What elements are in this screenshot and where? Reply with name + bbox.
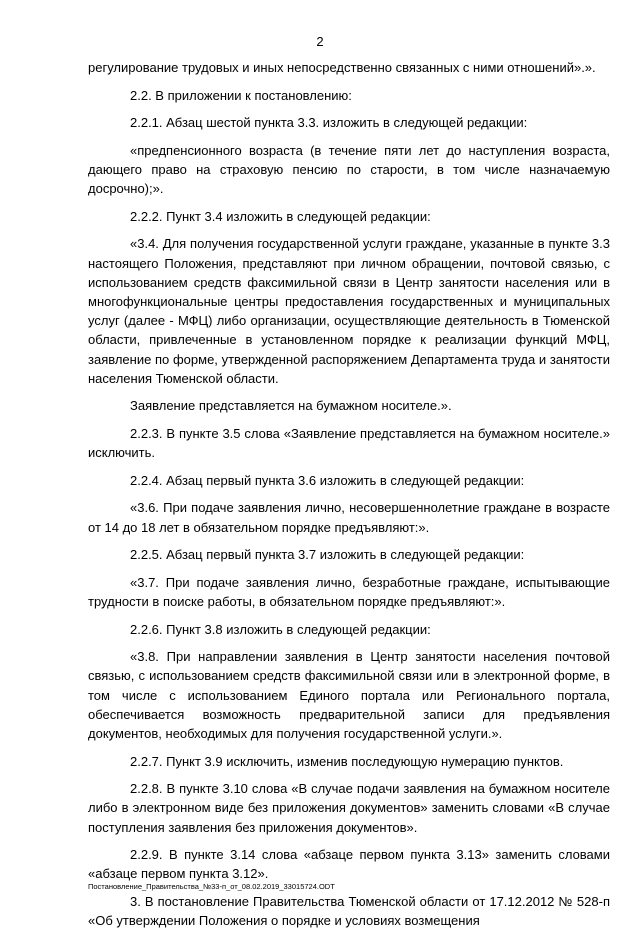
paragraph: 2.2.9. В пункте 3.14 слова «абзаце первом пункта 3.13» заменить словами «абзаце первом пункта 3.12». (88, 847, 610, 882)
paragraph: «3.7. При подаче заявления лично, безработные граждане, испытывающие трудности в поиске работы, в обязательном порядке предъявляют:». (88, 574, 610, 609)
paragraph: «3.6. При подаче заявления лично, несовершеннолетние граждане в возрасте от 14 до 18 лет в обязательном порядке предъявляют:». (88, 500, 610, 535)
paragraph: «предпенсионного возраста (в течение пяти лет до наступления возраста, дающего право на страховую пенсию по старости, в том числе назначаемую досрочно);». (88, 142, 610, 197)
paragraph: «3.8. При направлении заявления в Центр занятости населения почтовой связью, с использованием средств факсимильной связи или в электронной форме, в том числе с использованием Единого портала или Регионального портала, обеспечивается возможность предварительной записи для предъявления документов, необходимых для получения государственной услуги.». (88, 649, 610, 741)
paragraph: Заявление представляется на бумажном носителе.». (130, 398, 452, 414)
paragraph: 2.2.1. Абзац шестой пункта 3.3. изложить в следующей редакции: (130, 115, 528, 131)
paragraph: «3.4. Для получения государственной услуги граждане, указанные в пункте 3.3 настоящего Положения, представляют при личном обращении, почтовой связью, с использованием средств факсимильной связи в Центр занятости населения или в многофункциональные центры предоставления государственных и муниципальных услуг (далее - МФЦ) либо организации, осуществляющие деятельность в Тюменской области, привлеченные в установленном порядке к реализации функций МФЦ, заявление по форме, утвержденной распоряжением Департамента труда и занятости населения Тюменской области. (88, 236, 610, 386)
paragraph: 2.2.4. Абзац первый пункта 3.6 изложить в следующей редакции: (130, 472, 525, 488)
document-body (88, 58, 610, 939)
paragraph: 3. В постановление Правительства Тюменской области от 17.12.2012 № 528-п «Об утверждении Положения о порядке и условиях возмещения (88, 893, 610, 929)
paragraph: 2.2.2. Пункт 3.4 изложить в следующей редакции: (130, 208, 431, 224)
page-number: 2 (316, 34, 324, 49)
paragraph: регулирование трудовых и иных непосредственно связанных с ними отношений».». (88, 60, 596, 75)
paragraph: 2.2.8. В пункте 3.10 слова «В случае подачи заявления на бумажном носителе либо в электронном виде без приложения документов» заменить словами «В случае поступления заявления без приложения документов». (88, 781, 610, 835)
paragraph: 2.2.3. В пункте 3.5 слова «Заявление представляется на бумажном носителе.» исключить. (88, 425, 610, 461)
paragraph: 2.2.6. Пункт 3.8 изложить в следующей редакции: (130, 621, 431, 637)
document-filename-footer: Постановление_Правительства_№33-п_от_08.02.2019_33015724.ODT (88, 882, 335, 891)
paragraph: 2.2. В приложении к постановлению: (130, 87, 352, 103)
paragraph: 2.2.5. Абзац первый пункта 3.7 изложить в следующей редакции: (130, 547, 525, 563)
paragraph: 2.2.7. Пункт 3.9 исключить, изменив последующую нумерацию пунктов. (130, 753, 564, 769)
